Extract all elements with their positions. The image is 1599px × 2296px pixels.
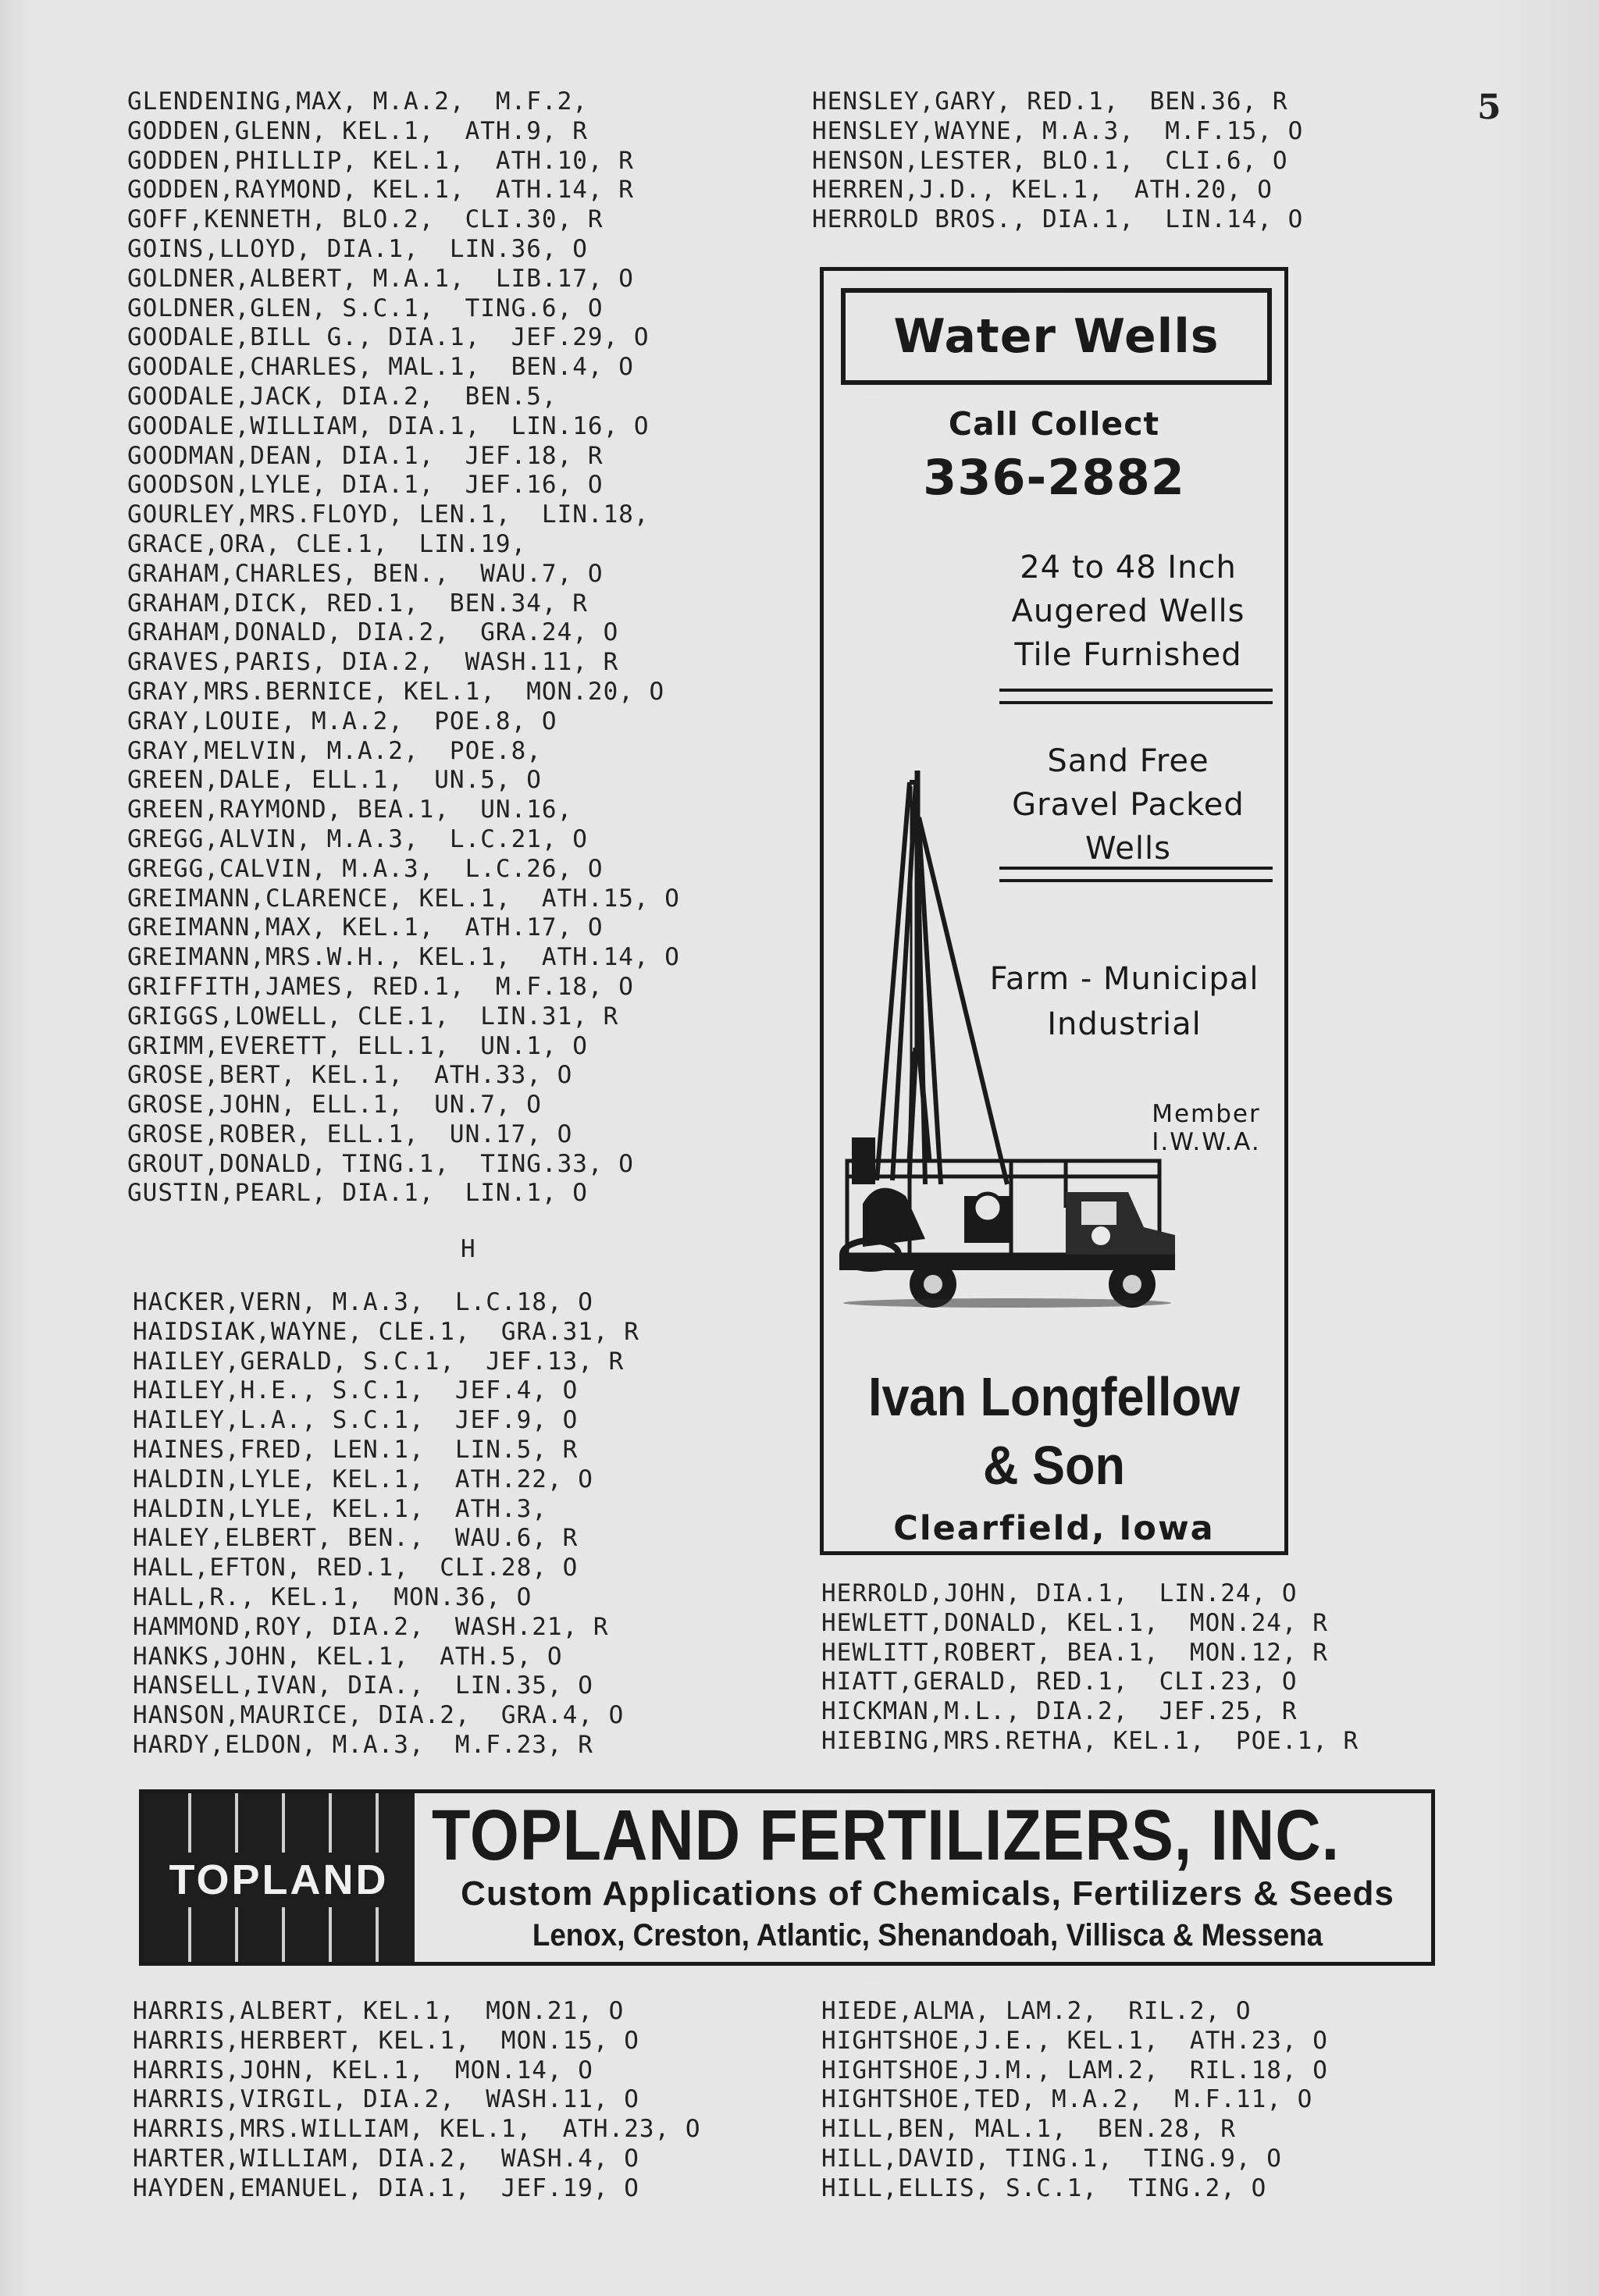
listing-entry: HAINES,FRED, LEN.1, LIN.5, R [133,1435,579,1464]
listing-entry: GREGG,CALVIN, M.A.3, L.C.26, O [127,854,604,883]
listing-entry: GREIMANN,CLARENCE, KEL.1, ATH.15, O [127,884,680,913]
listing-entry: HALDIN,LYLE, KEL.1, ATH.22, O [133,1465,593,1493]
farm-line: Industrial [1047,1006,1202,1042]
listing-entry: HICKMAN,M.L., DIA.2, JEF.25, R [821,1697,1298,1726]
listing-entry: HALDIN,LYLE, KEL.1, ATH.3, [133,1494,547,1523]
listing-entry: HAILEY,H.E., S.C.1, JEF.4, O [133,1376,579,1405]
listing-entry: GOODALE,BILL G., DIA.1, JEF.29, O [127,323,650,352]
listing-entry: HENSON,LESTER, BLO.1, CLI.6, O [812,146,1288,175]
listing-entry: GOFF,KENNETH, BLO.2, CLI.30, R [127,205,604,234]
listing-entry: GOODALE,JACK, DIA.2, BEN.5, [127,382,557,411]
listing-entry: GUSTIN,PEARL, DIA.1, LIN.1, O [127,1179,588,1208]
farm-line: Farm - Municipal [989,961,1259,997]
member-line: Member [1152,1100,1261,1128]
listing-entry: HIEDE,ALMA, LAM.2, RIL.2, O [821,1997,1252,2025]
listing-entry: GOODALE,CHARLES, MAL.1, BEN.4, O [127,353,634,382]
call-collect-label: Call Collect [948,405,1160,443]
listing-entry: HAMMOND,ROY, DIA.2, WASH.21, R [133,1612,609,1641]
double-rule [999,689,1273,704]
page-number: 5 [1477,87,1501,127]
section-letter: H [461,1235,475,1263]
well-drilling-truck-illustration [832,771,1183,1309]
topland-fertilizers-ad [139,1789,1435,1966]
listing-entry: HACKER,VERN, M.A.3, L.C.18, O [133,1288,593,1316]
listing-entry: GRIGGS,LOWELL, CLE.1, LIN.31, R [127,1002,619,1031]
augered-text [980,546,1277,677]
listing-entry: HEWLETT,DONALD, KEL.1, MON.24, R [821,1608,1328,1637]
listing-entry: HENSLEY,WAYNE, M.A.3, M.F.15, O [812,116,1304,145]
listing-entry: HAYDEN,EMANUEL, DIA.1, JEF.19, O [133,2173,639,2202]
company-line: & Son [983,1435,1125,1496]
listing-entry: GRAY,LOUIE, M.A.2, POE.8, O [127,707,557,735]
listing-entry: GREIMANN,MRS.W.H., KEL.1, ATH.14, O [127,943,680,972]
listing-entry: GRAHAM,DONALD, DIA.2, GRA.24, O [127,618,619,647]
listing-entry: GOODMAN,DEAN, DIA.1, JEF.18, R [127,441,604,470]
logo-text: TOPLAND [143,1853,415,1907]
member-line: I.W.W.A. [1152,1128,1261,1156]
listing-entry: GREGG,ALVIN, M.A.3, L.C.21, O [127,824,588,853]
listing-entry: HERREN,J.D., KEL.1, ATH.20, O [812,176,1273,205]
sand-line: Gravel Packed [1012,787,1245,823]
listing-entry: HILL,BEN, MAL.1, BEN.28, R [821,2115,1236,2144]
listing-column-h [133,1288,639,1760]
listing-entry: GRACE,ORA, CLE.1, LIN.19, [127,529,527,558]
listing-entry: GRAVES,PARIS, DIA.2, WASH.11, R [127,648,619,677]
listing-entry: HEWLITT,ROBERT, BEA.1, MON.12, R [821,1638,1328,1667]
listing-entry: HIEBING,MRS.RETHA, KEL.1, POE.1, R [821,1726,1359,1755]
listing-entry: GRIMM,EVERETT, ELL.1, UN.1, O [127,1031,588,1060]
listing-column-g [127,87,680,1209]
listing-entry: GREIMANN,MAX, KEL.1, ATH.17, O [127,913,604,942]
listing-entry: GROSE,JOHN, ELL.1, UN.7, O [127,1091,542,1120]
topland-logo [143,1793,415,1962]
listing-entry: HARRIS,HERBERT, KEL.1, MON.15, O [133,2026,639,2055]
listing-entry: HALL,EFTON, RED.1, CLI.28, O [133,1554,579,1582]
listing-entry: GODDEN,PHILLIP, KEL.1, ATH.10, R [127,146,634,175]
listing-entry: HAILEY,GERALD, S.C.1, JEF.13, R [133,1347,625,1376]
listing-column-left-bottom [133,1997,701,2204]
listing-entry: GREEN,RAYMOND, BEA.1, UN.16, [127,796,573,824]
listing-entry: GOLDNER,GLEN, S.C.1, TING.6, O [127,294,604,322]
augered-line: Augered Wells [1011,593,1245,629]
listing-entry: HIGHTSHOE,J.E., KEL.1, ATH.23, O [821,2026,1328,2055]
listing-entry: GRAHAM,DICK, RED.1, BEN.34, R [127,589,588,618]
listing-entry: HARRIS,MRS.WILLIAM, KEL.1, ATH.23, O [133,2115,701,2144]
listing-entry: HARDY,ELDON, M.A.3, M.F.23, R [133,1730,593,1759]
listing-entry: HENSLEY,GARY, RED.1, BEN.36, R [812,87,1288,116]
listing-entry: HANKS,JOHN, KEL.1, ATH.5, O [133,1642,563,1671]
listing-entry: GODDEN,RAYMOND, KEL.1, ATH.14, R [127,176,634,205]
listing-entry: GRAY,MRS.BERNICE, KEL.1, MON.20, O [127,677,665,706]
augered-line: 24 to 48 Inch [1020,550,1237,586]
sand-line: Wells [1085,831,1171,867]
ad-tagline: Custom Applications of Chemicals, Fertilizers & Seeds [461,1874,1394,1913]
listing-column-right-mid [821,1579,1359,1757]
listing-entry: HARRIS,VIRGIL, DIA.2, WASH.11, O [133,2085,639,2114]
listing-entry: HIATT,GERALD, RED.1, CLI.23, O [821,1668,1298,1696]
listing-entry: HARRIS,ALBERT, KEL.1, MON.21, O [133,1997,625,2025]
listing-entry: HAIDSIAK,WAYNE, CLE.1, GRA.31, R [133,1317,639,1346]
listing-entry: HAILEY,L.A., S.C.1, JEF.9, O [133,1406,579,1435]
ad-towns: Lenox, Creston, Atlantic, Shenandoah, Villisca & Messena [532,1918,1323,1952]
listing-entry: GROSE,ROBER, ELL.1, UN.17, O [127,1120,573,1148]
listing-entry: GREEN,DALE, ELL.1, UN.5, O [127,766,542,795]
listing-entry: GOINS,LLOYD, DIA.1, LIN.36, O [127,234,588,263]
listing-column-right-bottom [821,1997,1328,2204]
listing-entry: HANSELL,IVAN, DIA., LIN.35, O [133,1671,593,1700]
listing-entry: GRIFFITH,JAMES, RED.1, M.F.18, O [127,972,634,1001]
water-wells-ad [820,267,1288,1555]
listing-entry: HIGHTSHOE,J.M., LAM.2, RIL.18, O [821,2056,1328,2084]
listing-entry: GOLDNER,ALBERT, M.A.1, LIB.17, O [127,264,634,293]
ad-title: Water Wells [841,288,1272,385]
listing-entry: HERROLD,JOHN, DIA.1, LIN.24, O [821,1579,1298,1607]
listing-entry: GROUT,DONALD, TING.1, TING.33, O [127,1149,634,1178]
listing-entry: GROSE,BERT, KEL.1, ATH.33, O [127,1061,573,1090]
company-town: Clearfield, Iowa [893,1509,1215,1548]
listing-entry: GOURLEY,MRS.FLOYD, LEN.1, LIN.18, [127,500,650,529]
sand-line: Sand Free [1047,743,1209,779]
listing-entry: GLENDENING,MAX, M.A.2, M.F.2, [127,87,588,116]
listing-entry: HIGHTSHOE,TED, M.A.2, M.F.11, O [821,2085,1313,2114]
company-name [847,1362,1262,1500]
listing-entry: HARRIS,JOHN, KEL.1, MON.14, O [133,2056,593,2084]
phone-number: 336-2882 [923,449,1185,506]
listing-column-right-top [812,87,1303,235]
company-line: Ivan Longfellow [867,1366,1241,1427]
listing-entry: HILL,ELLIS, S.C.1, TING.2, O [821,2173,1267,2202]
listing-entry: HERROLD BROS., DIA.1, LIN.14, O [812,205,1304,234]
listing-entry: GOODSON,LYLE, DIA.1, JEF.16, O [127,471,604,500]
augered-line: Tile Furnished [1014,637,1242,673]
ad-headline: TOPLAND FERTILIZERS, INC. [432,1796,1340,1875]
listing-entry: GOODALE,WILLIAM, DIA.1, LIN.16, O [127,411,650,440]
listing-entry: GODDEN,GLENN, KEL.1, ATH.9, R [127,116,588,145]
listing-entry: GRAY,MELVIN, M.A.2, POE.8, [127,736,542,765]
listing-entry: HANSON,MAURICE, DIA.2, GRA.4, O [133,1701,625,1730]
listing-entry: HARTER,WILLIAM, DIA.2, WASH.4, O [133,2144,639,2173]
listing-entry: HALL,R., KEL.1, MON.36, O [133,1582,532,1611]
listing-entry: HALEY,ELBERT, BEN., WAU.6, R [133,1524,579,1553]
listing-entry: HILL,DAVID, TING.1, TING.9, O [821,2144,1282,2173]
listing-entry: GRAHAM,CHARLES, BEN., WAU.7, O [127,559,604,588]
